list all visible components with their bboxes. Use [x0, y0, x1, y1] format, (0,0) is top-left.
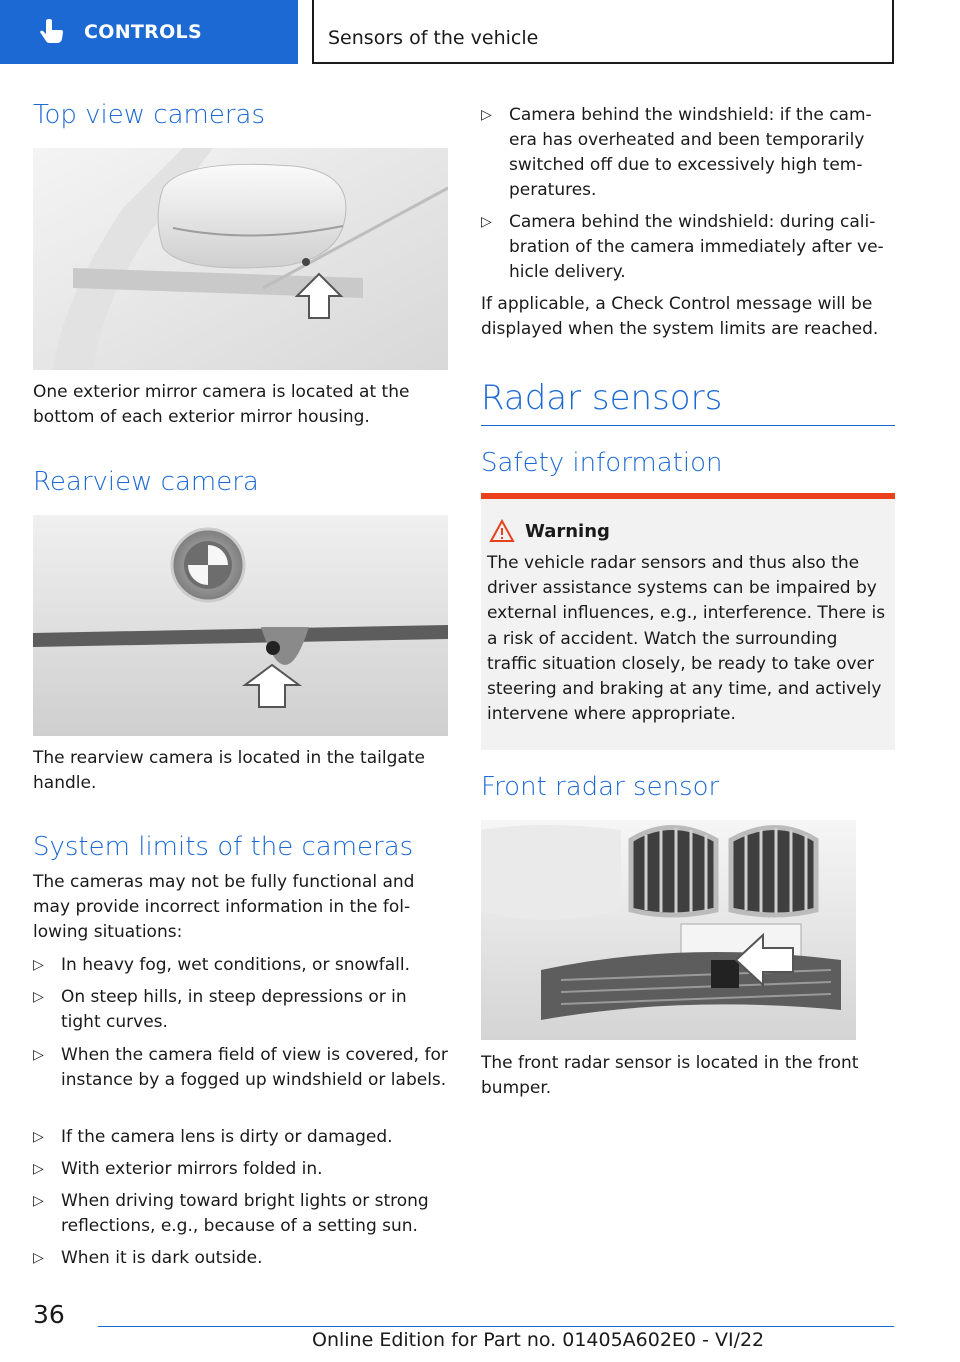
top-view-caption: One exterior mirror camera is located at the bottom of each exterior mirror housing.	[33, 382, 410, 427]
system-limits-intro: The cameras may not be fully functional and may provide incorrect information in the fol‐lowing situations:	[33, 872, 415, 942]
list-item: ▷ Camera behind the windshield: during cali‐bration of the camera immediately after ve‐hicle delivery.	[481, 212, 884, 282]
triangle-bullet-icon: ▷	[33, 1250, 44, 1266]
hand-pointer-icon	[38, 19, 64, 45]
triangle-bullet-icon: ▷	[33, 1047, 44, 1063]
mirror-camera-image	[33, 148, 448, 370]
front-radar-caption: The front radar sensor is located in the front bumper.	[481, 1053, 859, 1098]
warning-text: The vehicle radar sensors and thus also the driver assistance systems can be impaired by external influences, e.g., interference. There is a risk of accident. Watch the surrounding traffic situation closely, be ready to take over steering and braking at any time, and actively intervene where appropriate.	[487, 553, 886, 725]
rearview-camera-heading: Rearview camera	[33, 467, 259, 497]
triangle-bullet-icon: ▷	[481, 107, 492, 123]
page-header	[312, 0, 894, 64]
top-view-cameras-heading: Top view cameras	[33, 100, 265, 130]
triangle-bullet-icon: ▷	[33, 1129, 44, 1145]
check-control-text: If applicable, a Check Control message will be displayed when the system limits are reached.	[481, 294, 879, 339]
safety-information-heading: Safety information	[481, 448, 723, 478]
front-radar-image	[481, 820, 856, 1040]
triangle-bullet-icon: ▷	[33, 1193, 44, 1209]
triangle-bullet-icon: ▷	[481, 214, 492, 230]
triangle-bullet-icon: ▷	[33, 957, 44, 973]
triangle-bullet-icon: ▷	[33, 989, 44, 1005]
rearview-camera-image	[33, 515, 448, 736]
list-item: ▷ Camera behind the windshield: if the cam‐era has overheated and been temporarily switched off due to excessively high tem‐peratures.	[481, 105, 872, 200]
rearview-caption: The rearview camera is located in the tailgate handle.	[33, 748, 425, 793]
front-radar-heading: Front radar sensor	[481, 772, 720, 802]
footer-divider	[98, 1326, 894, 1327]
section-label: CONTROLS	[84, 21, 202, 43]
warning-box	[481, 493, 895, 750]
list-item: ▷ If the camera lens is dirty or damaged.	[33, 1125, 448, 1150]
list-item: ▷ When the camera field of view is covered, for instance by a fogged up windshield or labels.	[33, 1045, 448, 1090]
warning-title: Warning	[525, 521, 610, 542]
triangle-bullet-icon: ▷	[33, 1161, 44, 1177]
list-item: ▷ In heavy fog, wet conditions, or snowfall.	[33, 953, 448, 978]
warning-bar	[481, 493, 895, 499]
radar-sensors-heading: Radar sensors	[481, 378, 723, 418]
section-tab	[0, 0, 298, 64]
footer-edition: Online Edition for Part no. 01405A602E0 - VI/22	[312, 1329, 765, 1351]
list-item: ▷ When it is dark outside.	[33, 1246, 448, 1271]
list-item: ▷ When driving toward bright lights or strong reflections, e.g., because of a setting sun.	[33, 1191, 429, 1236]
heading-divider	[481, 425, 895, 426]
list-item: ▷ With exterior mirrors folded in.	[33, 1157, 448, 1182]
list-item: ▷ On steep hills, in steep depressions or in tight curves.	[33, 987, 407, 1032]
warning-triangle-icon	[489, 519, 515, 543]
page-number: 36	[33, 1300, 65, 1329]
page-header-title: Sensors of the vehicle	[328, 27, 539, 49]
system-limits-heading: System limits of the cameras	[33, 832, 414, 862]
